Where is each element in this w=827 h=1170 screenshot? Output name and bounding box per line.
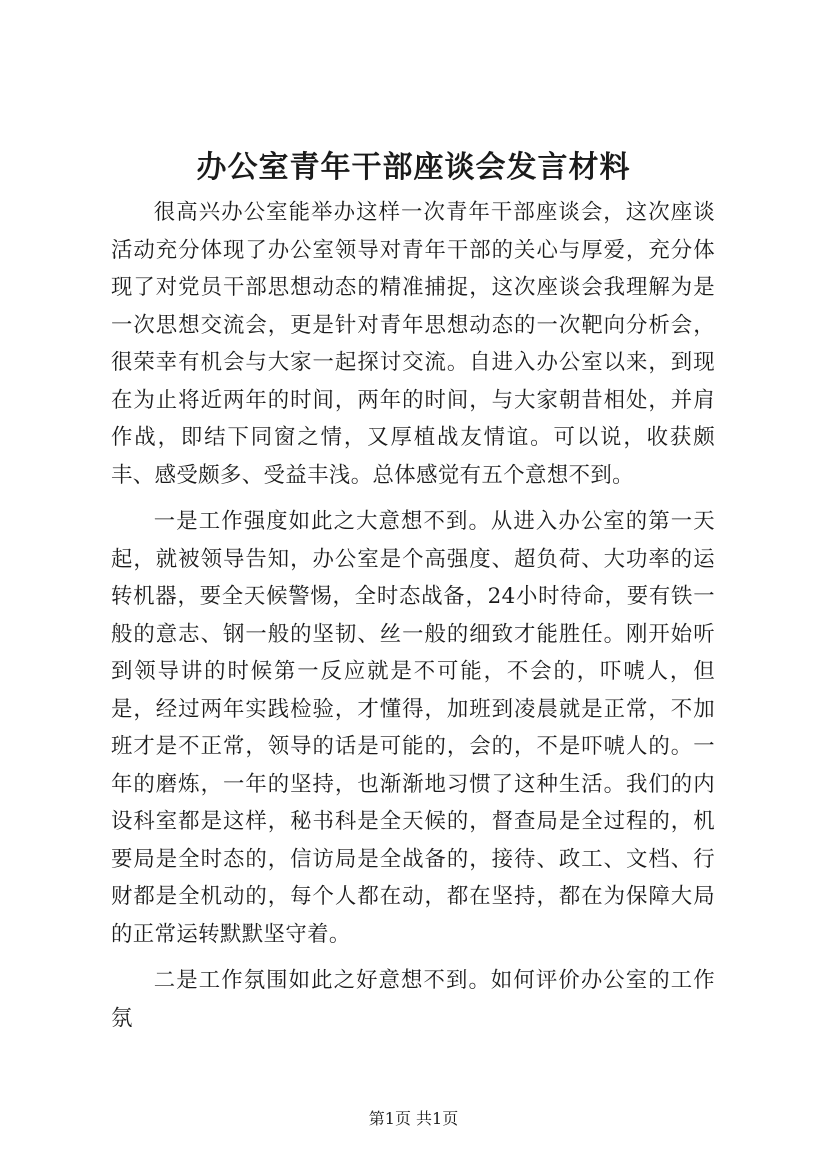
- paragraph-3: 二是工作氛围如此之好意想不到。如何评价办公室的工作氛: [111, 968, 715, 1031]
- paragraph-2: 一是工作强度如此之大意想不到。从进入办公室的第一天起，就被领导告知，办公室是个高强度、超负荷、大功率的运转机器，要全天候警惕，全时态战备，24小时待命，要有铁一般的意志、钢一般的坚韧、丝一般的细致才能胜任。刚开始听到领导讲的时候第一反应就是不可能，不会的，吓唬人，但是，经过两年实践检验，才懂得，加班到凌晨就是正常，不加班才是不正常，领导的话是可能的，会的，不是吓唬人的。一年的磨炼，一年的坚持，也渐渐地习惯了这种生活。我们的内设科室都是这样，秘书科是全天候的，督查局是全过程的，机要局是全时态的，信访局是全战备的，接待、政工、文档、行财都是全机动的，每个人都在动，都在坚持，都在为保障大局的正常运转默默坚守着。: [111, 509, 715, 947]
- document-title: 办公室青年干部座谈会发言材料: [196, 150, 631, 185]
- page-footer: 第1页 共1页: [368, 1109, 459, 1128]
- document-body: [111, 194, 715, 1046]
- paragraph-1: 很高兴办公室能举办这样一次青年干部座谈会，这次座谈活动充分体现了办公室领导对青年干部的关心与厚爱，充分体现了对党员干部思想动态的精准捕捉，这次座谈会我理解为是一次思想交流会，更是针对青年思想动态的一次靶向分析会，很荣幸有机会与大家一起探讨交流。自进入办公室以来，到现在为止将近两年的时间，两年的时间，与大家朝昔相处，并肩作战，即结下同窗之情，又厚植战友情谊。可以说，收获颇丰、感受颇多、受益丰浅。总体感觉有五个意想不到。: [111, 200, 715, 488]
